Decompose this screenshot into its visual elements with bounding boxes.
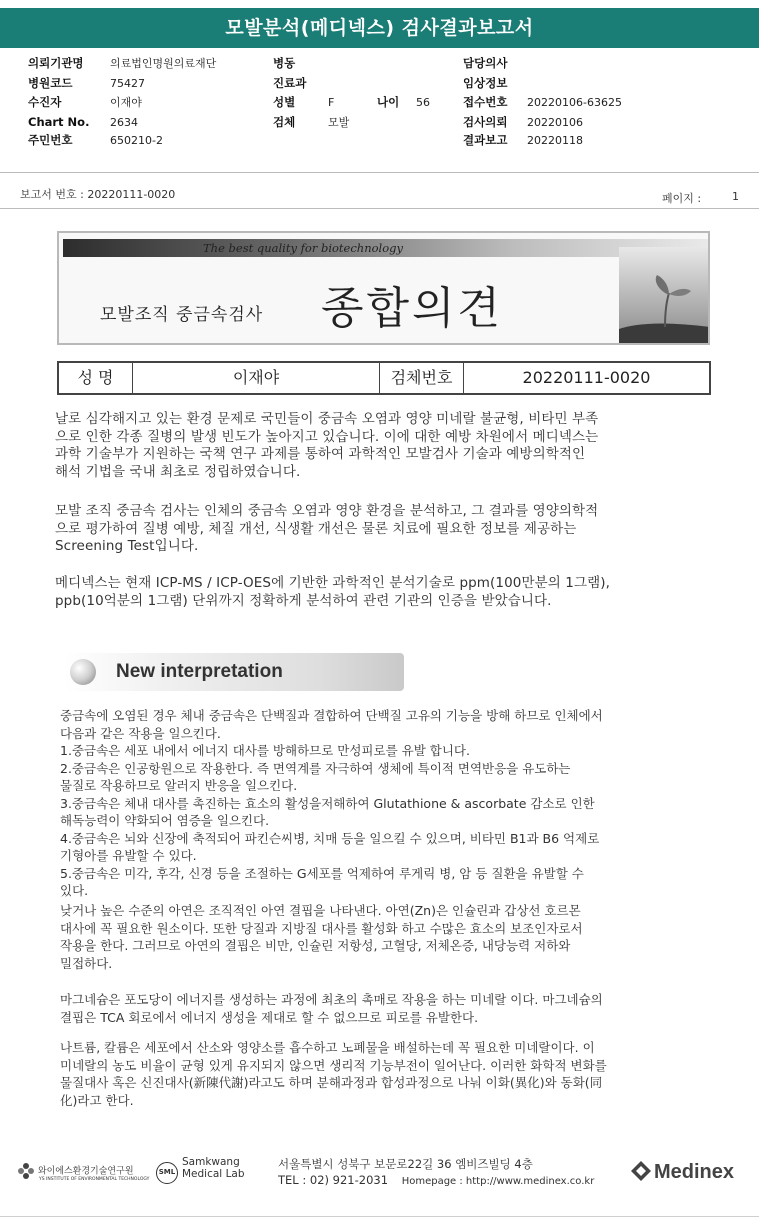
page-label: 페이지 :: [662, 192, 702, 205]
doctor-label: 담당의사: [463, 56, 508, 70]
sprout-illustration: [619, 247, 710, 343]
samkwang-name-2: Medical Lab: [182, 1168, 245, 1180]
ys-institute-logo: [17, 1162, 149, 1182]
age-label: 나이: [377, 95, 400, 109]
ys-institute-subname: YS INSTITUTE OF ENVIRONMENTAL TECHNOLOGY: [39, 1177, 150, 1182]
footer-contact: [278, 1172, 594, 1190]
bullet-ball-icon: [70, 659, 96, 685]
samkwang-logo: [156, 1156, 245, 1180]
institution-label: 의뢰기관명: [28, 56, 84, 70]
footer-address-block: [278, 1156, 594, 1190]
chart-no-value: 2634: [110, 116, 138, 129]
department-label: 진료과: [273, 76, 307, 90]
chart-no-label: Chart No.: [28, 115, 90, 129]
footer-homepage: Homepage : http://www.medinex.co.kr: [401, 1176, 595, 1187]
report-number: 보고서 번호 : 20220111-0020: [20, 188, 176, 201]
specimen-label: 검체: [273, 115, 296, 129]
age-value: 56: [416, 96, 430, 109]
receipt-no-value: 20220106-63625: [527, 96, 622, 109]
resident-no-label: 주민번호: [28, 133, 73, 147]
patient-label: 수진자: [28, 95, 62, 109]
report-date-label: 결과보고: [463, 133, 508, 147]
medinex-wordmark: Medinex: [654, 1161, 735, 1183]
ys-institute-name: 와이에스환경기술연구원: [37, 1166, 134, 1177]
medinex-logo: [630, 1160, 734, 1184]
zinc-paragraph: 낮거나 높은 수준의 아연은 조직적인 아연 결핍을 나타낸다. 아연(Zn)은 인슐린과 갑상선 호르몬 대사에 꼭 필요한 원소이다. 또한 당질과 지방질 대사를 활성화 하고 수많은 효소의 보조인자로서 작용을 한다. 그러므로 아연의 결핍은 비만, 인슐린 저항성, 고혈당, 저체온증, 내당능력 저하와 밀접하다.: [60, 903, 583, 971]
heavy-metals-paragraph: 중금속에 오염된 경우 체내 중금속은 단백질과 결합하여 단백질 고유의 기능을 방해 하므로 인체에서 다음과 같은 작용을 일으킨다. 1.중금속은 세포 내에서 에너지 대사를 방해하므로 만성피로를 유발 합니다. 2.중금속은 인공항원으로 작용한다. 즉 면역계를 자극하여 생체에 특이적 면역반응을 유도하는 물질로 작용하므로 알러지 반응을 일으킨다. 3.중금속은 체내 대사를 촉진하는 효소의 활성을저해하여 Glutathione & ascorbate 감소로 인한 해독능력이 약화되어 염증을 일으킨다. 4.중금속은 뇌와 신장에 축적되어 파킨슨씨병, 치매 등을 일으킬 수 있으며, 비타민 B1과 B6 억제로 기형아를 유발할 수 있다. 5.중금속은 미각, 후각, 신경 등을 조절하는 G세포를 억제하여 루게릭 병, 암 등 질환을 유발할 수 있다.: [60, 708, 603, 898]
ward-label: 병동: [273, 56, 296, 70]
request-date-value: 20220106: [527, 116, 583, 129]
resident-no-value: 650210-2: [110, 134, 163, 147]
institution-value: 의료법인명원의료재단: [110, 57, 217, 70]
name-value: 이재야: [133, 363, 380, 393]
footer-tel: TEL : 02) 921-2031: [278, 1173, 389, 1187]
report-title-banner: 모발분석(메디넥스) 검사결과보고서: [0, 8, 759, 48]
medinex-mark-icon: [630, 1160, 652, 1182]
section-heading-bar: [64, 653, 404, 691]
magnesium-paragraph: 마그네슘은 포도당이 에너지를 생성하는 과정에 최초의 촉매로 작용을 하는 미네랄 이다. 마그네슘의 결핍은 TCA 회로에서 에너지 생성을 제대로 할 수 없으므로 피로를 유발한다.: [60, 992, 603, 1025]
intro-paragraph-1: 날로 심각해지고 있는 환경 문제로 국민들이 중금속 오염과 영양 미네랄 불균형, 비타민 부족 으로 인한 각종 질병의 발생 빈도가 높아지고 있습니다. 이에 대한 예방 차원에서 메디넥스는 과학 기술부가 지원하는 국책 연구 과제를 통하여 과학적인 모발검사 기술과 예방의학적인 해석 기법을 국내 최초로 정립하였습니다.: [55, 411, 599, 480]
divider: [0, 208, 759, 209]
sodium-potassium-paragraph: 나트륨, 칼륨은 세포에서 산소와 영양소를 흡수하고 노폐물을 배설하는데 꼭 필요한 미네랄이다. 이 미네랄의 농도 비율이 균형 있게 유지되지 않으면 생리적 기능부전이 일어난다. 이러한 화학적 변화를 물질대사 혹은 신진대사(新陳代謝)라고도 하며 분해과정과 합성과정으로 나눠 이화(異化)와 동화(同 化)라고 한다.: [60, 1040, 607, 1108]
page-number: 1: [732, 190, 739, 203]
specimen-no-value: 20220111-0020: [522, 368, 651, 387]
intro-paragraph-2: 모발 조직 중금속 검사는 인체의 중금속 오염과 영양 환경을 분석하고, 그 결과를 영양의학적 으로 평가하여 질병 예방, 체질 개선, 식생활 개선은 물론 치료에 필요한 정보를 제공하는 Screening Test입니다.: [55, 503, 599, 554]
specimen-value: 모발: [328, 116, 350, 129]
footer-address: 서울특별시 성북구 보문로22길 36 엠비즈빌딩 4층: [278, 1157, 533, 1171]
clinical-info-label: 임상정보: [463, 76, 508, 90]
footer: [0, 1152, 759, 1202]
specimen-no-label: 검체번호: [380, 363, 464, 393]
section-heading: New interpretation: [116, 661, 283, 682]
specimen-id-row: [57, 361, 711, 395]
tagline: The best quality for biotechnology: [203, 241, 403, 255]
name-label: 성 명: [59, 363, 133, 393]
patient-info-table: [0, 54, 759, 154]
sml-mark: SML: [156, 1162, 178, 1184]
report-date-value: 20220118: [527, 134, 583, 147]
hospital-code-label: 병원코드: [28, 76, 73, 90]
sex-value: F: [328, 96, 335, 109]
title-subtitle: 모발조직 중금속검사: [100, 305, 264, 325]
receipt-no-label: 접수번호: [463, 95, 508, 109]
patient-value: 이재야: [110, 96, 142, 109]
request-date-label: 검사의뢰: [463, 115, 508, 129]
hospital-code-value: 75427: [110, 77, 145, 90]
flower-logo-icon: [17, 1162, 35, 1180]
sex-label: 성별: [273, 95, 296, 109]
intro-paragraph-3: 메디넥스는 현재 ICP-MS / ICP-OES에 기반한 과학적인 분석기술로 ppm(100만분의 1그램), ppb(10억분의 1그램) 단위까지 정확하게 분석하여 관련 기관의 인증을 받았습니다.: [55, 575, 611, 609]
divider: [0, 172, 759, 173]
bottom-rule: [0, 1216, 759, 1217]
samkwang-name-1: Samkwang: [182, 1156, 240, 1168]
summary-title-box: [57, 231, 710, 345]
title-main: 종합의견: [321, 283, 504, 334]
